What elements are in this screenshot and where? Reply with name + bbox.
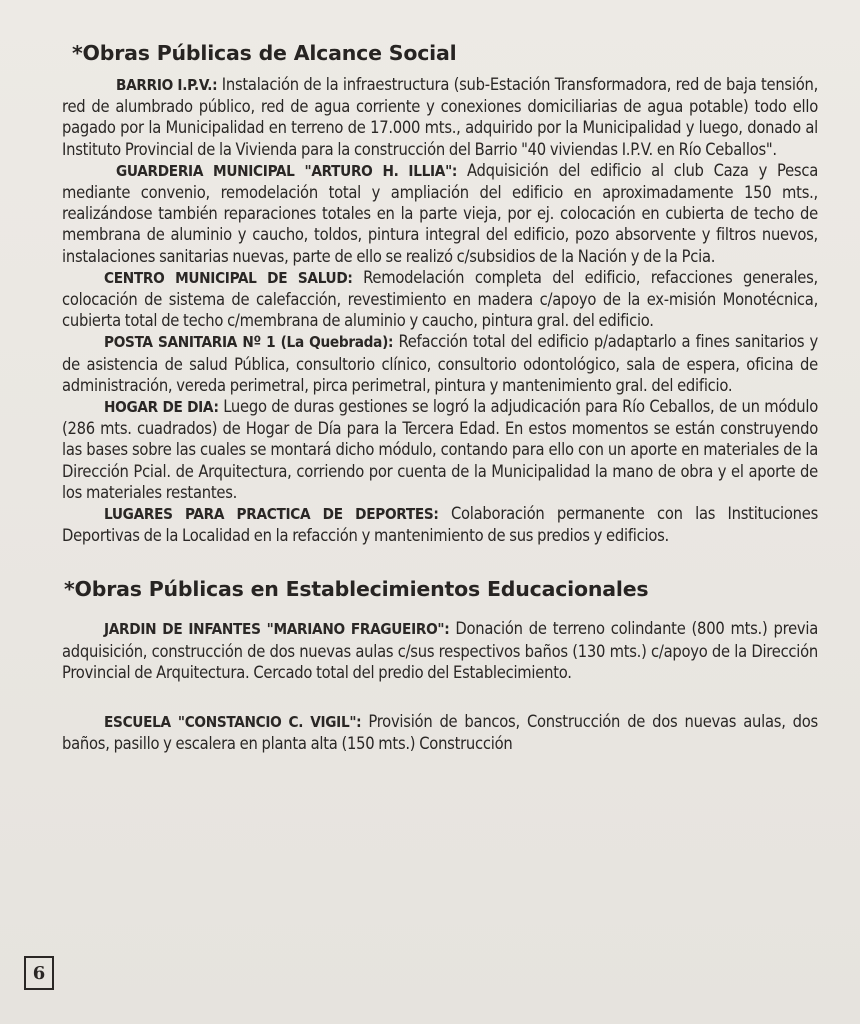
paragraph-jardin-infantes (62, 618, 818, 683)
paragraph-lead: GUARDERIA MUNICIPAL "ARTURO H. ILLIA": (116, 161, 458, 180)
paragraph-text: Adquisición del edificio al club Caza y Pesca mediante convenio, remodelación total y ampliación del edificio en aproximadamente 150 mts., realizándose también reparaciones totales en la parte vieja, por ej. colocación en cubierta de techo de membrana de aluminio y caucho, toldos, pintura integral del edificio, pozo absorvente y filtros nuevos, instalaciones sanitarias nuevas, parte de ello se realizó c/subsidios de la Nación y de la Pcia. (62, 160, 818, 266)
paragraph-lead: BARRIO I.P.V.: (116, 76, 218, 94)
paragraph-hogar-de-dia (62, 396, 818, 503)
paragraph-centro-salud (62, 267, 818, 332)
paragraph-text: Luego de duras gestiones se logró la adjudicación para Río Ceballos, de un módulo (286 mts. cuadrados) de Hogar de Día para la Tercera Edad. En estos momentos se están construyendo las bases sobre las cuales se montará dicho módulo, contando para ello con un aporte en materiales de la Dirección Pcial. de Arquitectura, corriendo por cuenta de la Municipalidad la mano de obra y el aporte de los materiales restantes. (62, 397, 818, 502)
paragraph-text: Provisión de bancos, Construcción de dos nuevas aulas, dos baños, pasillo y escalera en planta alta (150 mts.) Construcción (62, 712, 818, 754)
paragraph-lead: HOGAR DE DIA: (104, 398, 219, 417)
paragraph-text: Instalación de la infraestructura (sub-Estación Transformadora, red de baja tensión, red de alumbrado público, red de agua corriente y conexiones domiciliarias de agua potable) todo ello pagado por la Municipalidad en terreno de 17.000 mts., adquirido por la Municipalidad y luego, donado al Instituto Provincial de la Vivienda para la construcción del Barrio "40 viviendas I.P.V. en Río Ceballos". (62, 75, 818, 159)
paragraph-lead: JARDIN DE INFANTES "MARIANO FRAGUEIRO": (104, 620, 450, 639)
paragraph-barrio-ipv (62, 74, 818, 160)
paragraph-lead: ESCUELA "CONSTANCIO C. VIGIL": (104, 713, 362, 732)
paragraph-lead: CENTRO MUNICIPAL DE SALUD: (104, 268, 353, 287)
paragraph-text: Remodelación completa del edificio, refacciones generales, colocación de sistema de calefacción, revestimiento en madera c/apoyo de la ex-misión Monotécnica, cubierta total de techo c/membrana de aluminio y caucho, pintura gral. del edificio. (62, 267, 818, 331)
paragraph-text: Refacción total del edificio p/adaptarlo a fines sanitarios y de asistencia de salud Pública, consultorio clínico, consultorio odontológico, sala de espera, oficina de administración, vereda perimetral, pirca perimetral, pintura y mantenimiento gral. del edificio. (62, 332, 818, 395)
paragraph-lugares-deportes (62, 503, 818, 546)
paragraph-text: Donación de terreno colindante (800 mts.) previa adquisición, construcción de dos nuevas aulas c/sus respectivos baños (130 mts.) c/apoyo de la Dirección Provincial de Arquitectura. Cercado total del predio del Establecimiento. (62, 619, 818, 682)
paragraph-text: Colaboración permanente con las Instituciones Deportivas de la Localidad en la refacción y mantenimiento de sus predios y edificios. (62, 504, 819, 546)
paragraph-lead: POSTA SANITARIA Nº 1 (La Quebrada): (104, 333, 394, 352)
paragraph-lead: LUGARES PARA PRACTICA DE DEPORTES: (104, 505, 439, 524)
paragraph-guarderia (62, 160, 818, 267)
page-number-box: 6 (24, 956, 54, 990)
paragraph-posta-sanitaria (62, 331, 818, 396)
section-heading-social: *Obras Públicas de Alcance Social (72, 41, 457, 65)
paragraph-escuela-vigil (62, 711, 818, 754)
section-heading-educacionales: *Obras Públicas en Establecimientos Educacionales (64, 577, 649, 602)
page-content (62, 40, 818, 754)
